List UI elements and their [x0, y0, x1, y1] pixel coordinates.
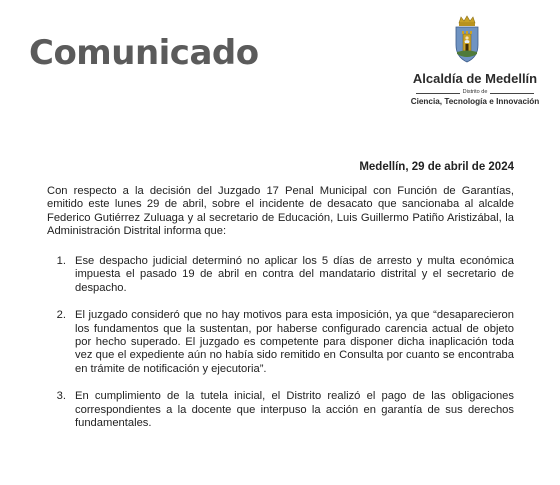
list-item-text: En cumplimiento de la tutela inicial, el Distrito realizó el pago de las obligaciones correspondientes a la docente que interpuso la acción en garantía de sus derechos fundamentales. — [75, 390, 514, 430]
intro-paragraph: Con respecto a la decisión del Juzgado 17 Penal Municipal con Función de Garantías, emitido este lunes 29 de abril, sobre el incidente de desacato que sancionaba al alcalde Federico Gutiérrez Zuluaga y al secretario de Educación, Luis Guillermo Patiño Aristizábal, la Administración Distrital informa que: — [47, 185, 514, 238]
list-item: 1. Ese despacho judicial determinó no aplicar los 5 días de arresto y multa económica impuesta el pasado 19 de abril en contra del mandatario distrital y el secretario de despacho. — [56, 255, 514, 294]
list-item-text: Ese despacho judicial determinó no aplicar los 5 días de arresto y multa económica impuesta el pasado 19 de abril en contra del mandatario distrital y el secretario de despacho. — [75, 255, 514, 294]
document-title: Comunicado — [29, 33, 259, 73]
brand-divider-left — [416, 93, 460, 94]
city-coat-of-arms-icon — [451, 14, 483, 64]
brand-district-row — [416, 89, 534, 97]
list-item: 3. En cumplimiento de la tutela inicial, el Distrito realizó el pago de las obligaciones correspondientes a la docente que interpuso la acción en garantía de sus derechos fundamentales. — [56, 390, 514, 430]
brand-block — [400, 10, 550, 110]
list-item: 2. El juzgado consideró que no hay motivos para esta imposición, ya que “desaparecieron los fundamentos que la sustentan, por haberse configurado carencia actual de objeto por hecho superado. El juzgado es competente para disponer dicha inaplicación toda vez que el expediente aún no había sido remitido en Consulta por cuanto se encontraba en trámite de notificación y ejecutoria”. — [56, 309, 514, 375]
list-item-text: El juzgado consideró que no hay motivos para esta imposición, ya que “desaparecieron los fundamentos que la sustentan, por haberse configurado carencia actual de objeto por hecho superado. El juzgado es competente para disponer dicha inaplicación toda vez que el expediente aún no había sido remitido en Consulta por cuanto se encontraba en trámite de notificación y ejecutoria”. — [75, 309, 514, 375]
brand-name: Alcaldía de Medellín — [412, 71, 538, 86]
brand-subtitle: Ciencia, Tecnología e Innovación — [410, 97, 540, 106]
brand-divider-right — [490, 93, 534, 94]
brand-district-label: Distrito de — [462, 89, 488, 96]
dateline: Medellín, 29 de abril de 2024 — [359, 161, 514, 173]
numbered-list — [47, 255, 514, 444]
document-header — [0, 0, 560, 115]
